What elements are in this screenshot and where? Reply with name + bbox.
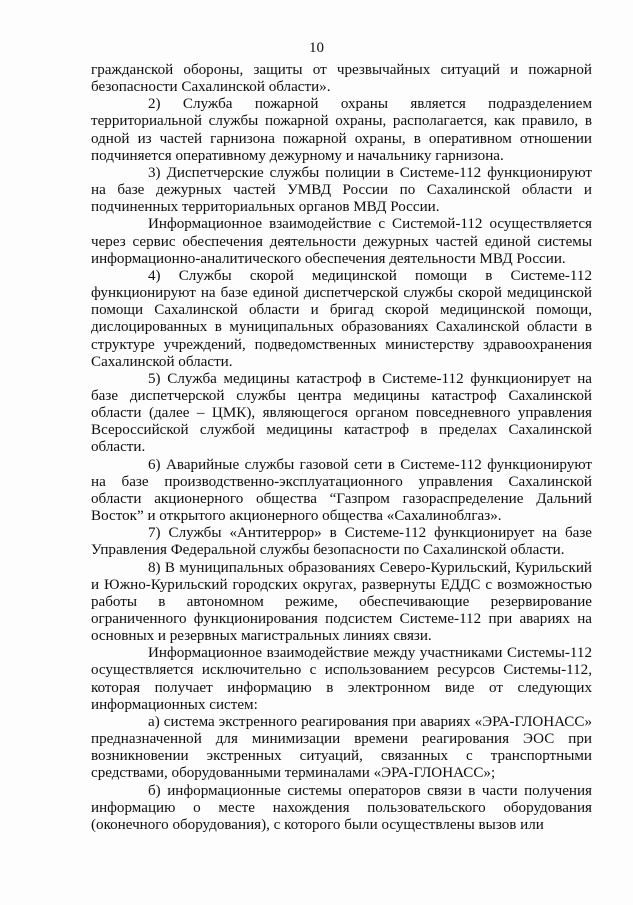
paragraph-12: б) информационные системы операторов связи в части получения информацию о месте нахождения пользовательского оборудования (оконечного оборудования), с которого были осуществлены вызов или (91, 782, 592, 833)
page-number: 10 (309, 40, 324, 56)
paragraph-5: 4) Службы скорой медицинской помощи в Системе-112 функционируют на базе единой диспетчерской службы скорой медицинской помощи Сахалинской области и бригад скорой медицинской помощи, дислоцированных в муниципальных образованиях Сахалинской области в структуре учреждений, подведомственных министерству здравоохранения Сахалинской области. (91, 267, 592, 370)
paragraph-11: а) система экстренного реагирования при авариях «ЭРА-ГЛОНАСС» предназначенной для минимизации времени реагирования ЭОС при возникновении экстренных ситуаций, связанных с транспортными средствами, оборудованными терминалами «ЭРА-ГЛОНАСС»; (91, 713, 592, 782)
paragraph-9: 8) В муниципальных образованиях Северо-Курильский, Курильский и Южно-Курильский городских округах, развернуты ЕДДС с возможностью работы в автономном режиме, обеспечивающие резервирование ограниченного функционирования подсистем Системе-112 при авариях на основных и резервных магистральных линиях связи. (91, 559, 592, 645)
paragraph-8: 7) Службы «Антитеррор» в Системе-112 функционирует на базе Управления Федеральной службы безопасности по Сахалинской области. (91, 525, 592, 559)
paragraph-10: Информационное взаимодействие между участниками Системы-112 осуществляется исключительно с использованием ресурсов Системы-112, которая получает информацию в электронном виде от следующих информационных систем: (91, 645, 592, 713)
paragraph-3: 3) Диспетчерские службы полиции в Системе-112 функционируют на базе дежурных частей УМВД России по Сахалинской области и подчиненных территориальных органов МВД России. (91, 164, 592, 216)
paragraph-6: 5) Служба медицины катастроф в Системе-112 функционирует на базе диспетчерской службы центра медицины катастроф Сахалинской области (далее – ЦМК), являющегося органом повседневного управления Всероссийской службой медицины катастроф в пределах Сахалинской области. (91, 370, 592, 456)
document-body (91, 62, 592, 834)
paragraph-2: 2) Служба пожарной охраны является подразделением территориальной службы пожарной охраны, располагается, как правило, в одной из частей гарнизона пожарной охраны, в оперативном отношении подчиняется оперативному дежурному и начальнику гарнизона. (91, 96, 592, 164)
paragraph-7: 6) Аварийные службы газовой сети в Системе-112 функционируют на базе производственно-эксплуатационного управления Сахалинской области акционерного общества “Газпром газораспределение Дальний Восток” и открытого акционерного общества «Сахалиноблгаз». (91, 456, 592, 525)
paragraph-1: гражданской обороны, защиты от чрезвычайных ситуаций и пожарной безопасности Сахалинской области». (91, 62, 592, 96)
paragraph-4: Информационное взаимодействие с Системой-112 осуществляется через сервис обеспечения деятельности дежурных частей единой системы информационно-аналитического обеспечения деятельности МВД России. (91, 216, 592, 267)
